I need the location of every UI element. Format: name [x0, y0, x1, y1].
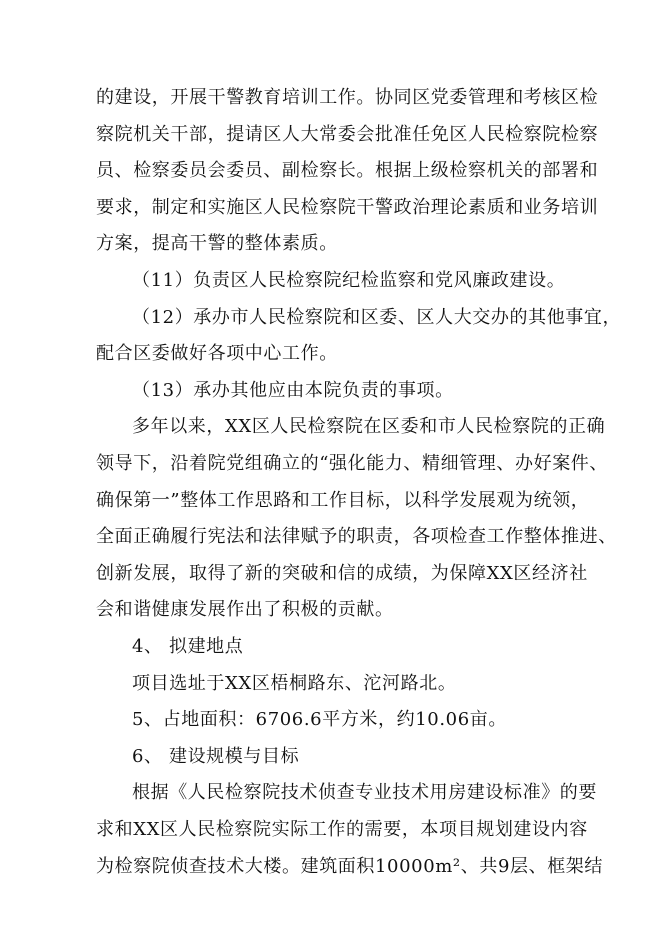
text-line: 多年以来，XX区人民检察院在区委和市人民检察院的正确 — [132, 416, 606, 437]
text-line: 确保第一”整体工作思路和工作目标，以科学发展观为统领， — [96, 490, 590, 511]
text-line: （13）承办其他应由本院负责的事项。 — [132, 380, 454, 401]
text-line: 配合区委做好各项中心工作。 — [96, 343, 338, 364]
text-line: 要求，制定和实施区人民检察院干警政治理论素质和业务培训 — [96, 197, 599, 218]
text-line: 察院机关干部，提请区人大常委会批准任免区人民检察院检察 — [96, 124, 599, 145]
section-heading: 6、 建设规模与目标 — [132, 746, 300, 767]
text-line: 根据《人民检察院技术侦查专业技术用房建设标准》的要 — [132, 782, 597, 803]
text-line: 为检察院侦查技术大楼。建筑面积10000m²、共9层、框架结 — [96, 856, 603, 877]
section-heading: 5、占地面积：6706.6平方米，约10.06亩。 — [132, 709, 507, 730]
text-line: （12）承办市人民检察院和区委、区人大交办的其他事宜， — [132, 307, 622, 328]
text-line: 求和XX区人民检察院实际工作的需要，本项目规划建设内容 — [96, 819, 588, 840]
section-heading: 4、 拟建地点 — [132, 636, 244, 657]
text-line: 领导下，沿着院党组确立的“强化能力、精细管理、办好案件、 — [96, 453, 608, 474]
text-line: 项目选址于XX区梧桐路东、沱河路北。 — [132, 673, 457, 694]
text-line: 的建设，开展干警教育培训工作。协同区党委管理和考核区检 — [96, 87, 599, 108]
text-line: 会和谐健康发展作出了积极的贡献。 — [96, 599, 394, 620]
text-line: 创新发展，取得了新的突破和信的成绩，为保障XX区经济社 — [96, 563, 588, 584]
text-line: 方案，提高干警的整体素质。 — [96, 233, 338, 254]
text-line: 全面正确履行宪法和法律赋予的职责，各项检查工作整体推进、 — [96, 526, 617, 547]
text-line: （11）负责区人民检察院纪检监察和党风廉政建设。 — [132, 270, 566, 291]
text-line: 员、检察委员会委员、副检察长。根据上级检察机关的部署和 — [96, 160, 599, 181]
